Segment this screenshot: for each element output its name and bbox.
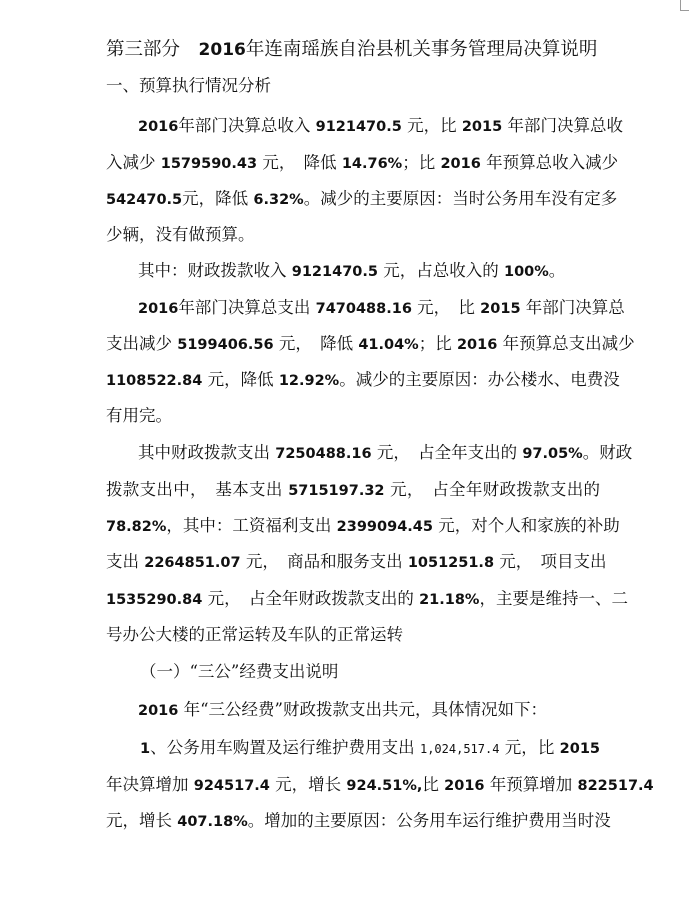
paragraph-expense-line-4: 有用完。 — [106, 406, 172, 425]
paragraph-vehicle-line-2: 年决算增加 924517.4 元，增长 924.51%,比 2016 年预算增加 822517.4 — [106, 775, 654, 794]
paragraph-income-line-4: 少辆，没有做预算。 — [106, 225, 255, 244]
paragraph-fiscal-line-4: 支出 2264851.07 元， 商品和服务支出 1051251.8 元， 项目支出 — [106, 552, 607, 571]
paragraph-three-public-intro: 2016 年“三公经费”财政拨款支出共元，具体情况如下： — [138, 700, 547, 719]
paragraph-vehicle-line-1: 1、公务用车购置及运行维护费用支出 1,024,517.4 元，比 2015 — [140, 738, 600, 757]
paragraph-fiscal-line-6: 号办公大楼的正常运转及车队的正常运转 — [106, 625, 403, 644]
paragraph-expense-line-3: 1108522.84 元，降低 12.92%。减少的主要原因：办公楼水、电费没 — [106, 370, 620, 389]
section-heading-1: 一、预算执行情况分析 — [106, 76, 271, 95]
paragraph-fiscal-line-5: 1535290.84 元， 占全年财政拨款支出的 21.18%，主要是维持一、二 — [106, 589, 628, 608]
paragraph-income-line-1: 2016年部门决算总收入 9121470.5 元，比 2015 年部门决算总收 — [138, 116, 623, 135]
paragraph-expense-line-2: 支出减少 5199406.56 元， 降低 41.04%；比 2016 年预算总支出减少 — [106, 334, 635, 353]
page-title: 第三部分 2016年连南瑶族自治县机关事务管理局决算说明 — [106, 39, 598, 60]
page-corner-mark — [680, 0, 689, 11]
paragraph-income-detail: 其中：财政拨款收入 9121470.5 元，占总收入的 100%。 — [138, 261, 566, 280]
paragraph-vehicle-line-3: 元，增长 407.18%。增加的主要原因：公务用车运行维护费用当时没 — [106, 811, 611, 830]
paragraph-fiscal-line-3: 78.82%，其中：工资福利支出 2399094.45 元，对个人和家族的补助 — [106, 516, 620, 535]
paragraph-expense-line-1: 2016年部门决算总支出 7470488.16 元， 比 2015 年部门决算总 — [138, 298, 625, 317]
subsection-heading-three-public: （一）“三公”经费支出说明 — [140, 662, 339, 681]
paragraph-fiscal-line-2: 拨款支出中， 基本支出 5715197.32 元， 占全年财政拨款支出的 — [106, 480, 601, 499]
paragraph-income-line-3: 542470.5元，降低 6.32%。减少的主要原因：当时公务用车没有定多 — [106, 189, 618, 208]
paragraph-income-line-2: 入减少 1579590.43 元， 降低 14.76%；比 2016 年预算总收入减少 — [106, 153, 619, 172]
paragraph-fiscal-line-1: 其中财政拨款支出 7250488.16 元， 占全年支出的 97.05%。财政 — [138, 443, 633, 462]
